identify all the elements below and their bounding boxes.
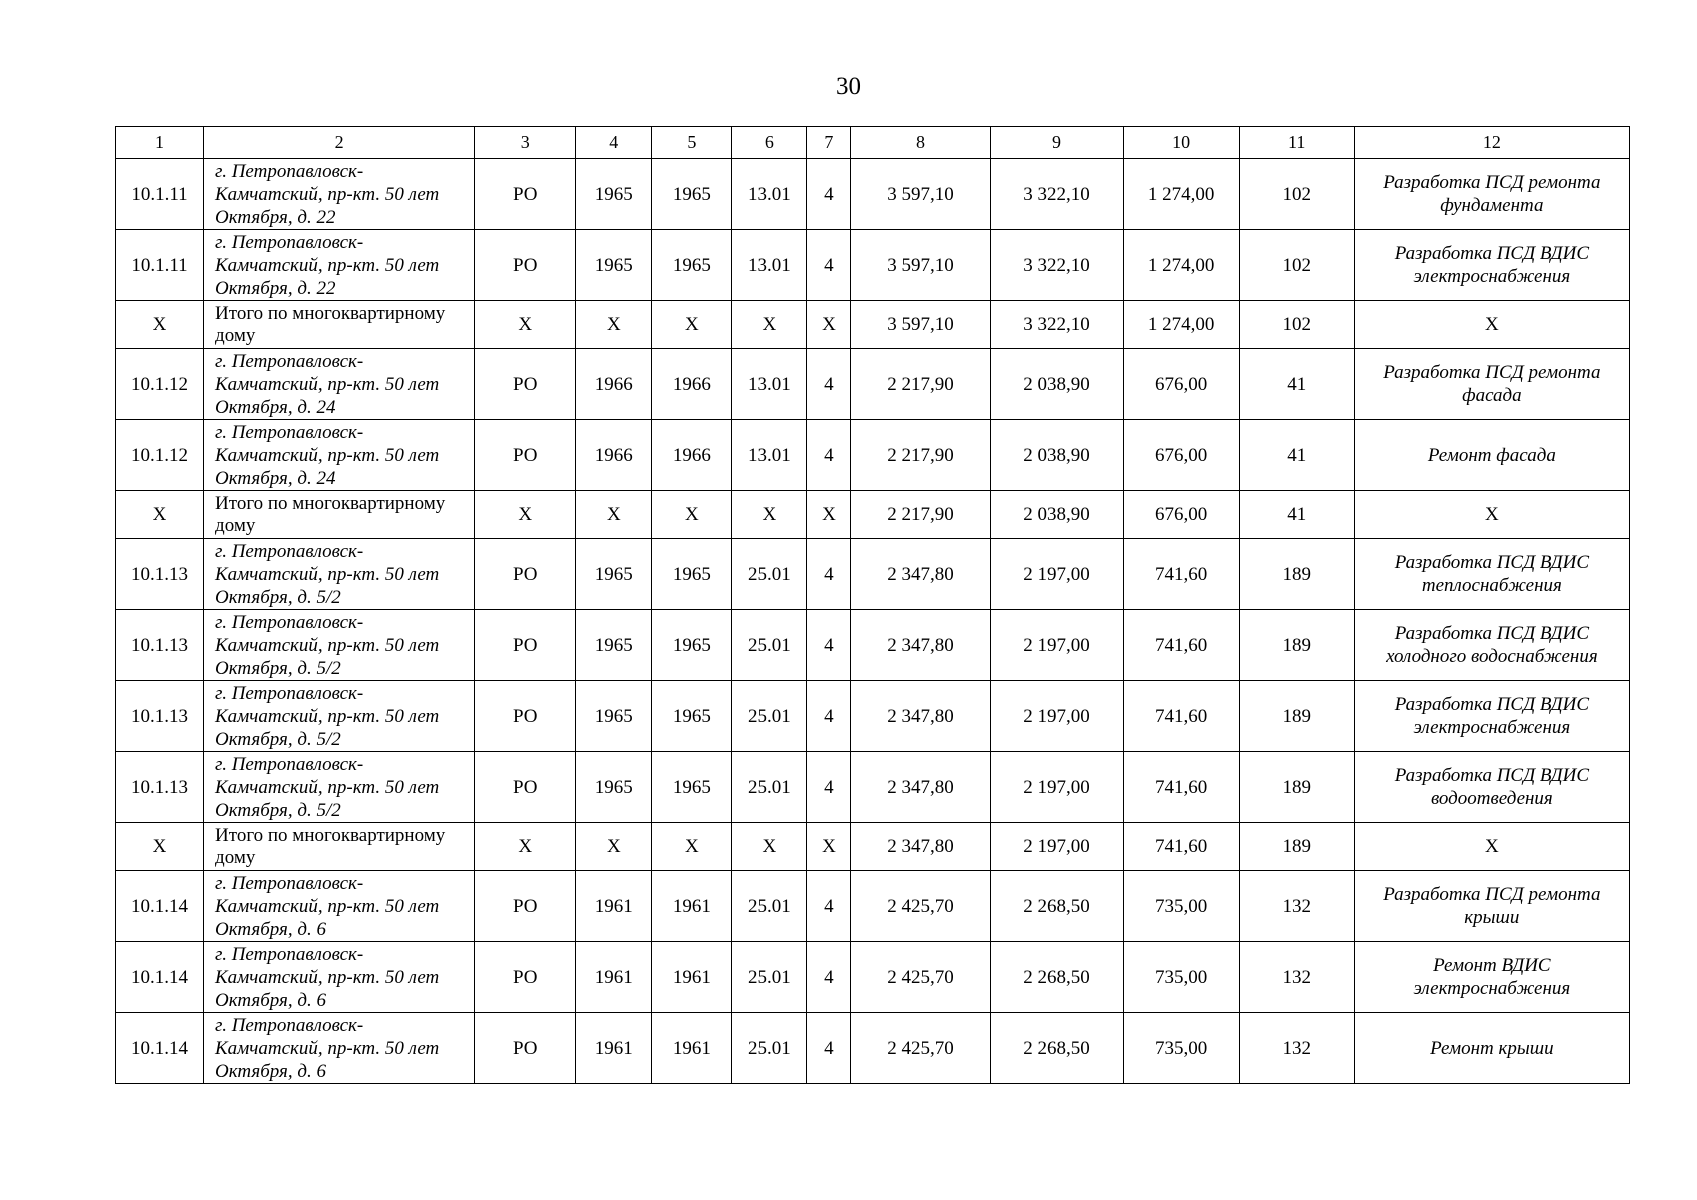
wall-material-cell: 25.01	[732, 1013, 807, 1084]
owner-type-cell: РО	[475, 159, 576, 230]
floors-cell: 4	[807, 539, 851, 610]
table-row	[116, 610, 1630, 681]
residents-cell: 102	[1239, 301, 1354, 349]
owner-type-cell: X	[475, 491, 576, 539]
table-row	[116, 420, 1630, 491]
address-cell: г. Петропавловск-Камчатский, пр-кт. 50 лет Октября, д. 5/2	[204, 539, 475, 610]
work-type-cell: Ремонт фасада	[1354, 420, 1629, 491]
living-area-cell: 2 038,90	[990, 491, 1123, 539]
floors-cell: 4	[807, 230, 851, 301]
wall-material-cell: X	[732, 301, 807, 349]
row-number-cell: X	[116, 823, 204, 871]
living-area-cell: 2 197,00	[990, 823, 1123, 871]
living-area-cell: 2 038,90	[990, 349, 1123, 420]
residents-cell: 132	[1239, 1013, 1354, 1084]
nonresidential-area-cell: 735,00	[1123, 871, 1239, 942]
year-built-cell: 1965	[576, 159, 652, 230]
column-header: 4	[576, 127, 652, 159]
row-number-cell: 10.1.13	[116, 539, 204, 610]
address-cell: г. Петропавловск-Камчатский, пр-кт. 50 лет Октября, д. 5/2	[204, 610, 475, 681]
wall-material-cell: 25.01	[732, 539, 807, 610]
row-number-cell: 10.1.14	[116, 942, 204, 1013]
wall-material-cell: X	[732, 491, 807, 539]
total-area-cell: 2 217,90	[851, 349, 990, 420]
nonresidential-area-cell: 1 274,00	[1123, 301, 1239, 349]
residents-cell: 189	[1239, 681, 1354, 752]
work-type-cell: X	[1354, 491, 1629, 539]
year-commissioned-cell: 1965	[652, 230, 732, 301]
nonresidential-area-cell: 735,00	[1123, 942, 1239, 1013]
address-cell: Итого по многоквартирному дому	[204, 823, 475, 871]
total-area-cell: 2 347,80	[851, 610, 990, 681]
address-cell: г. Петропавловск-Камчатский, пр-кт. 50 лет Октября, д. 6	[204, 1013, 475, 1084]
floors-cell: X	[807, 823, 851, 871]
work-type-cell: X	[1354, 301, 1629, 349]
work-type-cell: Разработка ПСД ВДИС электроснабжения	[1354, 230, 1629, 301]
residents-cell: 132	[1239, 942, 1354, 1013]
residents-cell: 41	[1239, 491, 1354, 539]
floors-cell: 4	[807, 1013, 851, 1084]
living-area-cell: 2 197,00	[990, 752, 1123, 823]
wall-material-cell: 25.01	[732, 942, 807, 1013]
floors-cell: 4	[807, 942, 851, 1013]
year-commissioned-cell: X	[652, 301, 732, 349]
total-area-cell: 2 347,80	[851, 539, 990, 610]
floors-cell: 4	[807, 752, 851, 823]
living-area-cell: 2 038,90	[990, 420, 1123, 491]
column-header: 6	[732, 127, 807, 159]
table-total-row	[116, 301, 1630, 349]
work-type-cell: Ремонт ВДИС электроснабжения	[1354, 942, 1629, 1013]
total-area-cell: 3 597,10	[851, 159, 990, 230]
nonresidential-area-cell: 741,60	[1123, 610, 1239, 681]
address-cell: г. Петропавловск-Камчатский, пр-кт. 50 лет Октября, д. 24	[204, 349, 475, 420]
wall-material-cell: 13.01	[732, 420, 807, 491]
table-total-row	[116, 823, 1630, 871]
year-built-cell: X	[576, 301, 652, 349]
year-commissioned-cell: 1966	[652, 420, 732, 491]
row-number-cell: X	[116, 301, 204, 349]
total-area-cell: 2 347,80	[851, 823, 990, 871]
owner-type-cell: РО	[475, 1013, 576, 1084]
table-row	[116, 752, 1630, 823]
residents-cell: 189	[1239, 610, 1354, 681]
residents-cell: 189	[1239, 823, 1354, 871]
owner-type-cell: РО	[475, 752, 576, 823]
table-row	[116, 539, 1630, 610]
wall-material-cell: 13.01	[732, 230, 807, 301]
living-area-cell: 3 322,10	[990, 301, 1123, 349]
living-area-cell: 2 268,50	[990, 942, 1123, 1013]
total-area-cell: 2 347,80	[851, 752, 990, 823]
year-built-cell: 1965	[576, 681, 652, 752]
year-built-cell: 1961	[576, 1013, 652, 1084]
living-area-cell: 2 197,00	[990, 610, 1123, 681]
column-header: 2	[204, 127, 475, 159]
row-number-cell: 10.1.12	[116, 420, 204, 491]
year-commissioned-cell: 1965	[652, 610, 732, 681]
year-built-cell: X	[576, 823, 652, 871]
total-area-cell: 2 425,70	[851, 871, 990, 942]
work-type-cell: Ремонт крыши	[1354, 1013, 1629, 1084]
work-type-cell: Разработка ПСД ремонта крыши	[1354, 871, 1629, 942]
nonresidential-area-cell: 735,00	[1123, 1013, 1239, 1084]
nonresidential-area-cell: 741,60	[1123, 681, 1239, 752]
residents-cell: 41	[1239, 420, 1354, 491]
total-area-cell: 3 597,10	[851, 301, 990, 349]
living-area-cell: 2 268,50	[990, 1013, 1123, 1084]
residents-cell: 132	[1239, 871, 1354, 942]
owner-type-cell: X	[475, 823, 576, 871]
column-header: 5	[652, 127, 732, 159]
wall-material-cell: 13.01	[732, 159, 807, 230]
address-cell: г. Петропавловск-Камчатский, пр-кт. 50 лет Октября, д. 5/2	[204, 681, 475, 752]
row-number-cell: 10.1.13	[116, 752, 204, 823]
owner-type-cell: РО	[475, 681, 576, 752]
residents-cell: 102	[1239, 159, 1354, 230]
row-number-cell: 10.1.14	[116, 1013, 204, 1084]
address-cell: г. Петропавловск-Камчатский, пр-кт. 50 лет Октября, д. 6	[204, 942, 475, 1013]
owner-type-cell: РО	[475, 871, 576, 942]
row-number-cell: X	[116, 491, 204, 539]
owner-type-cell: X	[475, 301, 576, 349]
year-commissioned-cell: 1961	[652, 1013, 732, 1084]
year-built-cell: 1965	[576, 610, 652, 681]
column-header: 9	[990, 127, 1123, 159]
address-cell: г. Петропавловск-Камчатский, пр-кт. 50 лет Октября, д. 6	[204, 871, 475, 942]
column-header: 8	[851, 127, 990, 159]
living-area-cell: 3 322,10	[990, 230, 1123, 301]
row-number-cell: 10.1.12	[116, 349, 204, 420]
register-table	[115, 126, 1630, 1084]
page-number: 30	[836, 73, 861, 100]
total-area-cell: 2 347,80	[851, 681, 990, 752]
year-built-cell: 1966	[576, 349, 652, 420]
column-header: 7	[807, 127, 851, 159]
living-area-cell: 3 322,10	[990, 159, 1123, 230]
owner-type-cell: РО	[475, 349, 576, 420]
wall-material-cell: 25.01	[732, 871, 807, 942]
owner-type-cell: РО	[475, 420, 576, 491]
nonresidential-area-cell: 676,00	[1123, 420, 1239, 491]
owner-type-cell: РО	[475, 539, 576, 610]
column-header: 1	[116, 127, 204, 159]
living-area-cell: 2 197,00	[990, 539, 1123, 610]
nonresidential-area-cell: 741,60	[1123, 539, 1239, 610]
column-header: 3	[475, 127, 576, 159]
nonresidential-area-cell: 1 274,00	[1123, 230, 1239, 301]
owner-type-cell: РО	[475, 230, 576, 301]
table-row	[116, 349, 1630, 420]
nonresidential-area-cell: 741,60	[1123, 823, 1239, 871]
year-commissioned-cell: 1965	[652, 752, 732, 823]
floors-cell: 4	[807, 681, 851, 752]
nonresidential-area-cell: 1 274,00	[1123, 159, 1239, 230]
nonresidential-area-cell: 741,60	[1123, 752, 1239, 823]
wall-material-cell: 25.01	[732, 681, 807, 752]
address-cell: г. Петропавловск-Камчатский, пр-кт. 50 лет Октября, д. 5/2	[204, 752, 475, 823]
residents-cell: 41	[1239, 349, 1354, 420]
table-body	[116, 159, 1630, 1084]
living-area-cell: 2 197,00	[990, 681, 1123, 752]
nonresidential-area-cell: 676,00	[1123, 349, 1239, 420]
year-built-cell: 1965	[576, 539, 652, 610]
total-area-cell: 2 425,70	[851, 1013, 990, 1084]
table-row	[116, 681, 1630, 752]
year-commissioned-cell: 1966	[652, 349, 732, 420]
work-type-cell: Разработка ПСД ВДИС электроснабжения	[1354, 681, 1629, 752]
work-type-cell: Разработка ПСД ВДИС холодного водоснабжения	[1354, 610, 1629, 681]
address-cell: г. Петропавловск-Камчатский, пр-кт. 50 лет Октября, д. 22	[204, 230, 475, 301]
column-header: 12	[1354, 127, 1629, 159]
work-type-cell: Разработка ПСД ВДИС водоотведения	[1354, 752, 1629, 823]
work-type-cell: Разработка ПСД ремонта фундамента	[1354, 159, 1629, 230]
year-commissioned-cell: X	[652, 823, 732, 871]
year-commissioned-cell: 1965	[652, 681, 732, 752]
owner-type-cell: РО	[475, 942, 576, 1013]
table-row	[116, 942, 1630, 1013]
residents-cell: 102	[1239, 230, 1354, 301]
column-number-row	[116, 127, 1630, 159]
table-total-row	[116, 491, 1630, 539]
floors-cell: 4	[807, 420, 851, 491]
year-built-cell: X	[576, 491, 652, 539]
address-cell: г. Петропавловск-Камчатский, пр-кт. 50 лет Октября, д. 22	[204, 159, 475, 230]
floors-cell: X	[807, 491, 851, 539]
wall-material-cell: X	[732, 823, 807, 871]
living-area-cell: 2 268,50	[990, 871, 1123, 942]
work-type-cell: Разработка ПСД ремонта фасада	[1354, 349, 1629, 420]
year-commissioned-cell: 1961	[652, 871, 732, 942]
year-commissioned-cell: 1965	[652, 539, 732, 610]
floors-cell: 4	[807, 610, 851, 681]
table-row	[116, 871, 1630, 942]
row-number-cell: 10.1.13	[116, 610, 204, 681]
row-number-cell: 10.1.13	[116, 681, 204, 752]
owner-type-cell: РО	[475, 610, 576, 681]
table-row	[116, 1013, 1630, 1084]
wall-material-cell: 25.01	[732, 752, 807, 823]
year-built-cell: 1961	[576, 871, 652, 942]
year-built-cell: 1966	[576, 420, 652, 491]
total-area-cell: 2 217,90	[851, 491, 990, 539]
year-built-cell: 1961	[576, 942, 652, 1013]
total-area-cell: 2 217,90	[851, 420, 990, 491]
residents-cell: 189	[1239, 752, 1354, 823]
column-header: 10	[1123, 127, 1239, 159]
floors-cell: X	[807, 301, 851, 349]
address-cell: Итого по многоквартирному дому	[204, 301, 475, 349]
floors-cell: 4	[807, 159, 851, 230]
floors-cell: 4	[807, 349, 851, 420]
address-cell: Итого по многоквартирному дому	[204, 491, 475, 539]
wall-material-cell: 25.01	[732, 610, 807, 681]
table-row	[116, 230, 1630, 301]
year-built-cell: 1965	[576, 752, 652, 823]
year-built-cell: 1965	[576, 230, 652, 301]
row-number-cell: 10.1.11	[116, 159, 204, 230]
address-cell: г. Петропавловск-Камчатский, пр-кт. 50 лет Октября, д. 24	[204, 420, 475, 491]
total-area-cell: 2 425,70	[851, 942, 990, 1013]
year-commissioned-cell: 1961	[652, 942, 732, 1013]
floors-cell: 4	[807, 871, 851, 942]
row-number-cell: 10.1.11	[116, 230, 204, 301]
total-area-cell: 3 597,10	[851, 230, 990, 301]
column-header: 11	[1239, 127, 1354, 159]
residents-cell: 189	[1239, 539, 1354, 610]
work-type-cell: Разработка ПСД ВДИС теплоснабжения	[1354, 539, 1629, 610]
nonresidential-area-cell: 676,00	[1123, 491, 1239, 539]
year-commissioned-cell: X	[652, 491, 732, 539]
row-number-cell: 10.1.14	[116, 871, 204, 942]
work-type-cell: X	[1354, 823, 1629, 871]
year-commissioned-cell: 1965	[652, 159, 732, 230]
table-row	[116, 159, 1630, 230]
wall-material-cell: 13.01	[732, 349, 807, 420]
